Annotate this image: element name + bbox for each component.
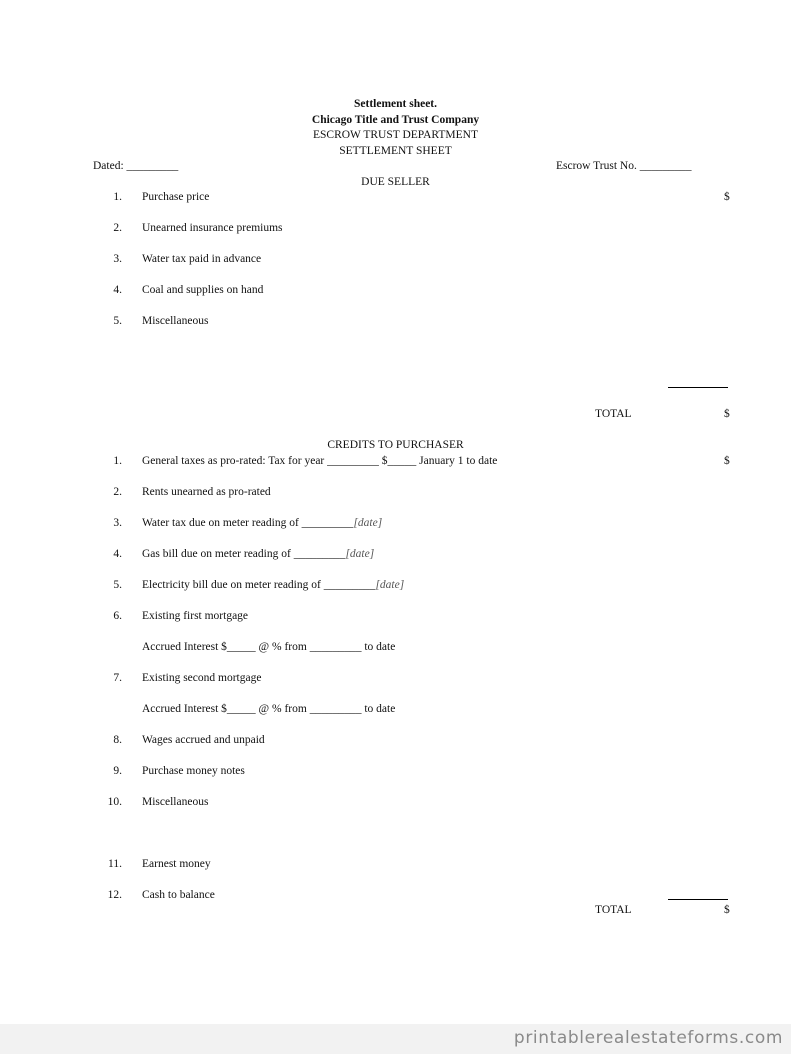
item-label: Water tax paid in advance bbox=[142, 253, 262, 265]
item-number: 12. bbox=[107, 889, 122, 901]
item-number: 4. bbox=[113, 548, 122, 560]
credits-heading: CREDITS TO PURCHASER bbox=[327, 439, 464, 451]
sheet-title: SETTLEMENT SHEET bbox=[339, 145, 452, 157]
company-name: Chicago Title and Trust Company bbox=[311, 114, 480, 126]
item-number: 3. bbox=[113, 517, 122, 529]
date-hint: [date] bbox=[375, 579, 405, 591]
item-label: Miscellaneous bbox=[142, 315, 209, 327]
item-label: Coal and supplies on hand bbox=[142, 284, 264, 296]
department-name: ESCROW TRUST DEPARTMENT bbox=[312, 129, 479, 141]
watermark-text: printablerealestateforms.com bbox=[513, 1028, 783, 1048]
dollar-sign: $ bbox=[724, 408, 730, 420]
item-number: 8. bbox=[113, 734, 122, 746]
total-rule bbox=[668, 387, 728, 388]
item-number: 2. bbox=[113, 222, 122, 234]
document-title: Settlement sheet. bbox=[353, 98, 438, 110]
item-number: 4. bbox=[113, 284, 122, 296]
item-label: Purchase price bbox=[142, 191, 210, 203]
item-number: 5. bbox=[113, 315, 122, 327]
dated-field: Dated: _________ bbox=[93, 160, 179, 172]
item-label: Electricity bill due on meter reading of _________ bbox=[142, 579, 376, 591]
item-label: Unearned insurance premiums bbox=[142, 222, 283, 234]
item-number: 11. bbox=[108, 858, 122, 870]
due-seller-total-label: TOTAL bbox=[595, 408, 632, 420]
dollar-sign: $ bbox=[724, 455, 730, 467]
item-number: 1. bbox=[113, 191, 122, 203]
item-number: 6. bbox=[113, 610, 122, 622]
item-label: Purchase money notes bbox=[142, 765, 245, 777]
item-label: Rents unearned as pro-rated bbox=[142, 486, 271, 498]
item-number: 1. bbox=[113, 455, 122, 467]
due-seller-heading: DUE SELLER bbox=[361, 176, 430, 188]
dollar-sign: $ bbox=[724, 191, 730, 203]
item-label: Existing first mortgage bbox=[142, 610, 249, 622]
item-label: Miscellaneous bbox=[142, 796, 209, 808]
item-line bbox=[142, 516, 382, 530]
item-number: 7. bbox=[113, 672, 122, 684]
item-label: General taxes as pro-rated: Tax for year _________ $_____ January 1 to date bbox=[142, 455, 498, 467]
item-number: 2. bbox=[113, 486, 122, 498]
credits-total-label: TOTAL bbox=[595, 904, 632, 916]
item-line bbox=[142, 547, 374, 561]
item-label: Gas bill due on meter reading of _________ bbox=[142, 548, 346, 560]
item-line bbox=[142, 578, 404, 592]
item-label: Cash to balance bbox=[142, 889, 215, 901]
item-label: Earnest money bbox=[142, 858, 211, 870]
dollar-sign: $ bbox=[724, 904, 730, 916]
item-label: Existing second mortgage bbox=[142, 672, 262, 684]
escrow-trust-number-field: Escrow Trust No. _________ bbox=[556, 160, 692, 172]
item-number: 5. bbox=[113, 579, 122, 591]
item-number: 9. bbox=[113, 765, 122, 777]
item-label: Water tax due on meter reading of _________ bbox=[142, 517, 354, 529]
date-hint: [date] bbox=[353, 517, 383, 529]
total-rule bbox=[668, 899, 728, 900]
footer-bar bbox=[0, 1024, 791, 1054]
item-number: 3. bbox=[113, 253, 122, 265]
item-label: Wages accrued and unpaid bbox=[142, 734, 265, 746]
accrued-interest-line: Accrued Interest $_____ @ % from _________ to date bbox=[142, 703, 396, 715]
accrued-interest-line: Accrued Interest $_____ @ % from _________ to date bbox=[142, 641, 396, 653]
item-number: 10. bbox=[107, 796, 122, 808]
date-hint: [date] bbox=[345, 548, 375, 560]
